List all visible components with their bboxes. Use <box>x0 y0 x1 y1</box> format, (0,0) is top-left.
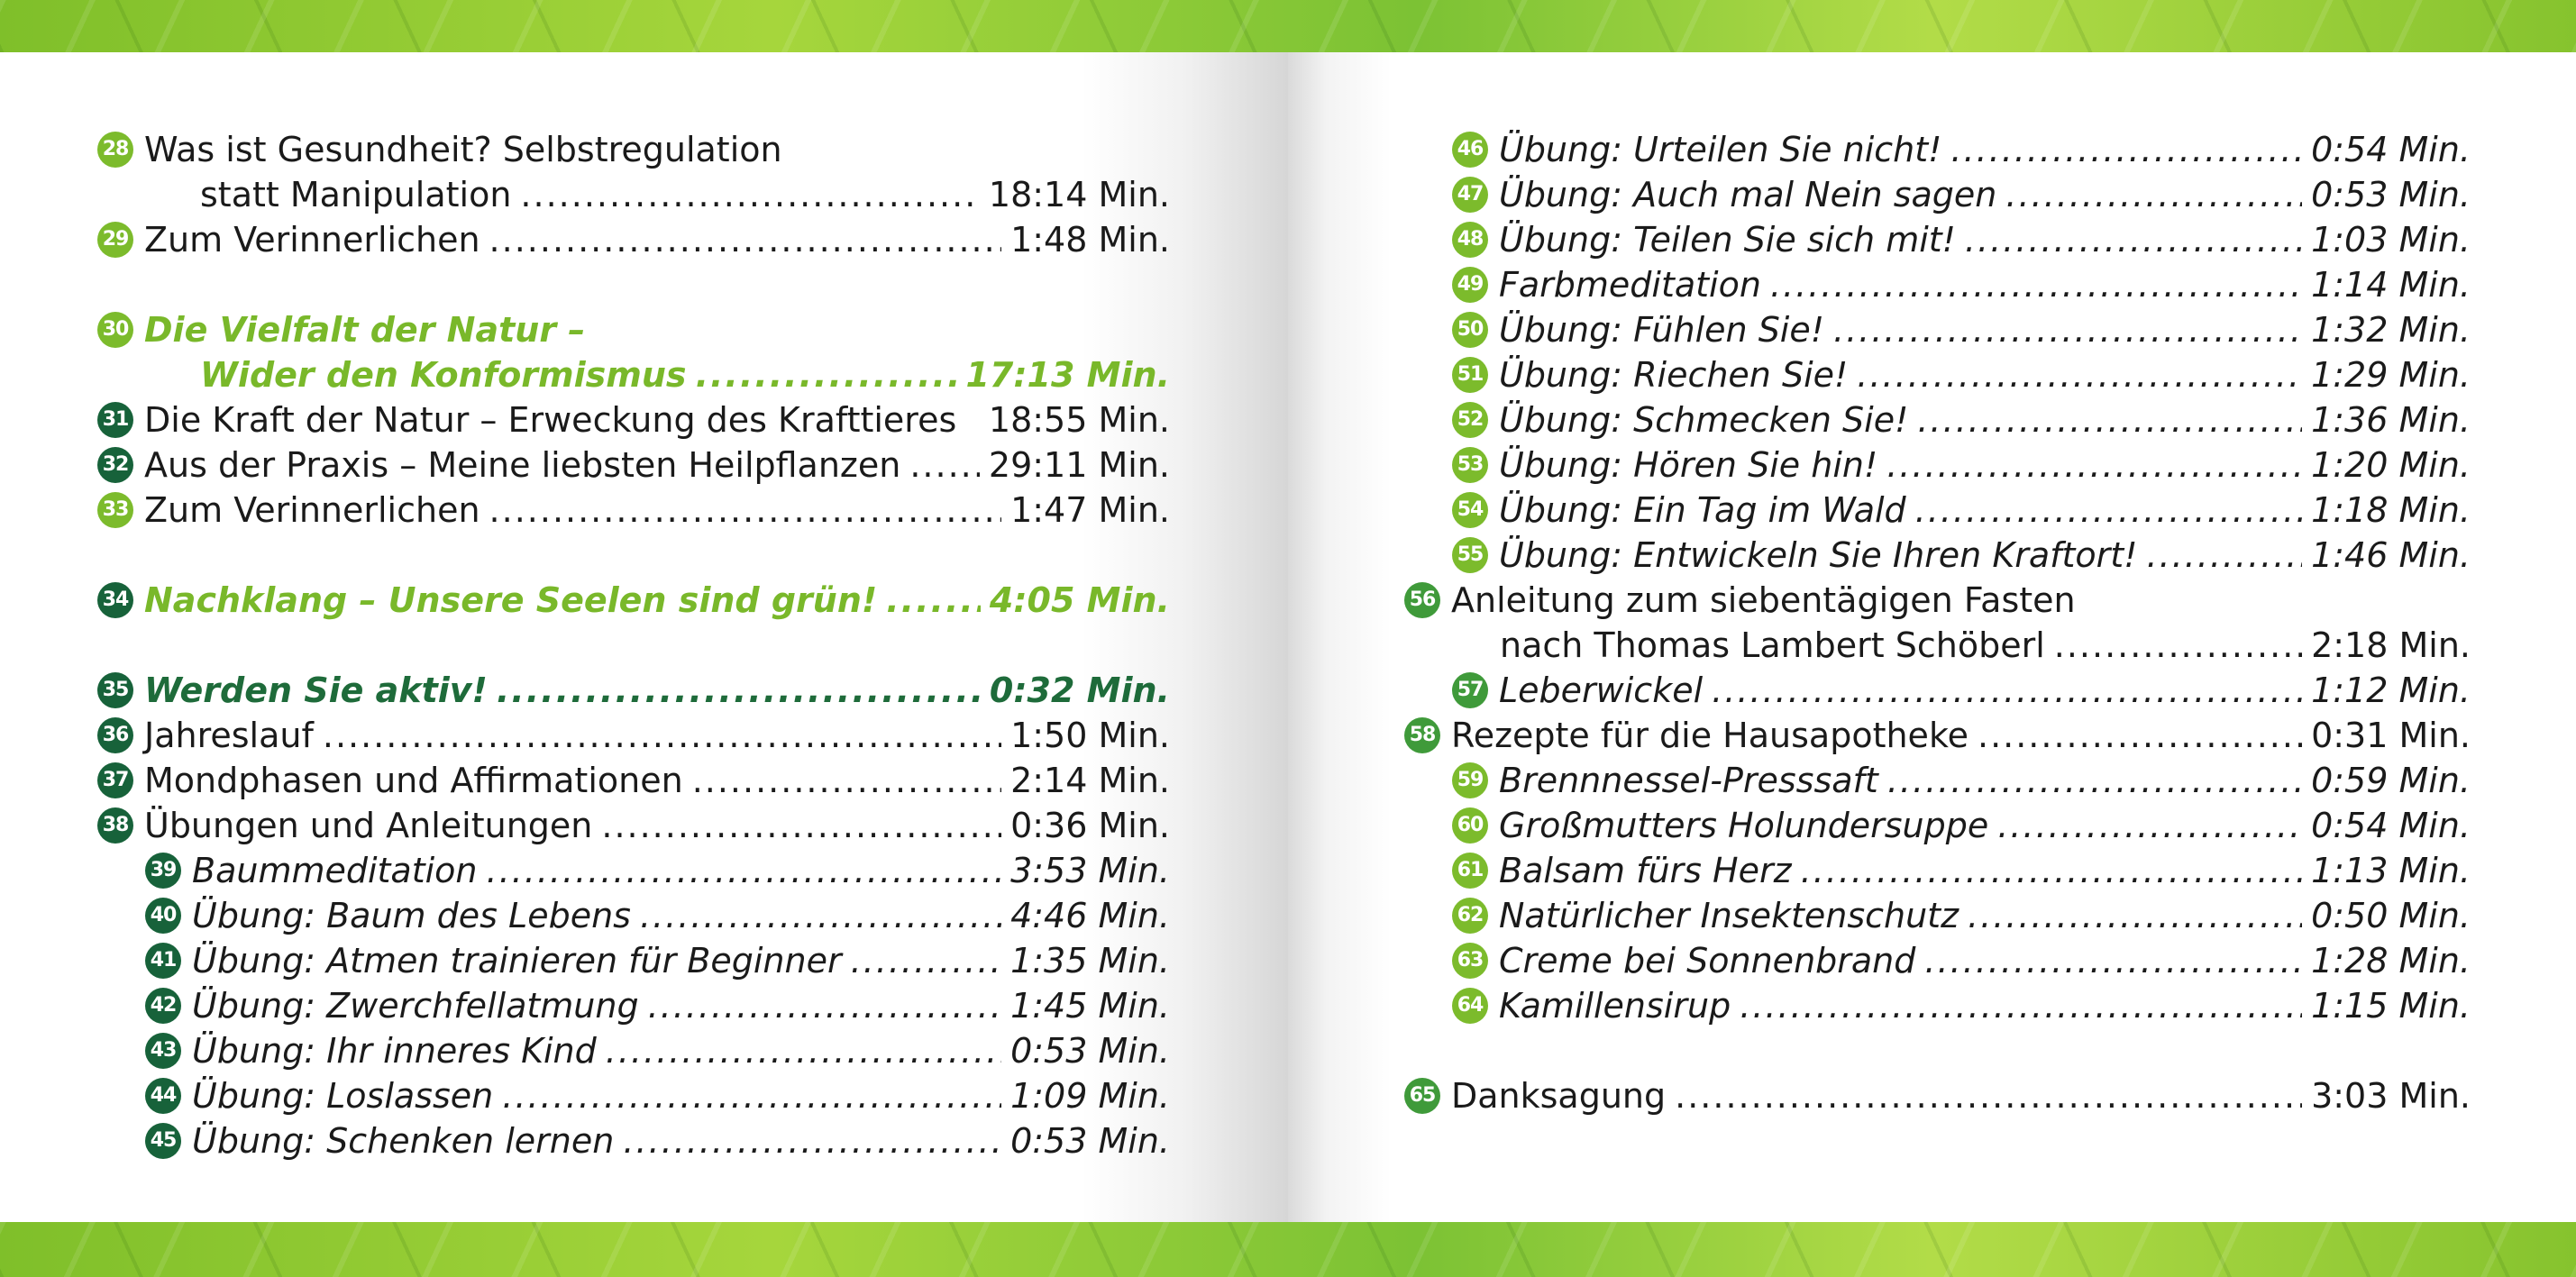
dot-leader <box>886 578 981 623</box>
track-duration: 0:32 Min. <box>989 670 1170 710</box>
dot-leader <box>487 848 1002 893</box>
track-title: Übung: Teilen Sie sich mit! <box>1499 220 1956 260</box>
track-row[interactable] <box>1452 217 2471 262</box>
track-row[interactable] <box>97 803 1170 848</box>
dot-leader <box>2005 172 2302 217</box>
track-row[interactable] <box>1452 848 2471 893</box>
track-row[interactable] <box>145 893 1170 938</box>
dot-leader <box>1740 983 2302 1028</box>
track-number-badge: 39 <box>145 853 181 889</box>
leaf-banner-bottom <box>0 1222 2576 1277</box>
dot-leader <box>1886 442 2302 488</box>
track-title: Anleitung zum siebentägigen Fasten <box>1451 580 2076 620</box>
track-number-badge: 33 <box>97 492 133 528</box>
track-duration: 1:13 Min. <box>2311 851 2471 890</box>
track-row[interactable] <box>200 352 1170 397</box>
track-title: Übung: Fühlen Sie! <box>1499 310 1824 350</box>
dot-leader <box>851 938 1002 983</box>
track-title: Übung: Schmecken Sie! <box>1499 400 1909 440</box>
track-duration: 17:13 Min. <box>965 355 1170 395</box>
dot-leader <box>1950 127 2302 172</box>
dot-leader <box>1968 893 2302 938</box>
dot-leader <box>1997 803 2302 848</box>
track-number-badge: 42 <box>145 988 181 1024</box>
dot-leader <box>497 668 981 713</box>
track-duration: 0:53 Min. <box>1010 1121 1170 1161</box>
track-duration: 1:32 Min. <box>2311 310 2471 350</box>
track-duration: 2:18 Min. <box>2311 625 2471 665</box>
track-duration: 0:59 Min. <box>2311 761 2471 800</box>
dot-leader <box>1833 307 2302 352</box>
track-duration: 1:29 Min. <box>2311 355 2471 395</box>
track-row[interactable] <box>1452 127 2471 172</box>
track-title: Farbmeditation <box>1499 265 1761 305</box>
track-row[interactable] <box>97 488 1170 533</box>
track-title: Zum Verinnerlichen <box>144 220 480 260</box>
track-title: Aus der Praxis – Meine liebsten Heilpflanzen <box>144 445 901 485</box>
track-number-badge: 40 <box>145 898 181 934</box>
track-title: Übung: Auch mal Nein sagen <box>1499 175 1997 214</box>
track-number-badge: 28 <box>97 132 133 168</box>
track-list-left <box>97 127 1170 1161</box>
track-row[interactable] <box>1452 983 2471 1028</box>
track-title: Die Kraft der Natur – Erweckung des Krafttieres <box>144 400 957 440</box>
track-title: Danksagung <box>1451 1076 1667 1116</box>
track-duration: 1:36 Min. <box>2311 400 2471 440</box>
track-title: Übung: Riechen Sie! <box>1499 355 1849 395</box>
dot-leader <box>520 172 979 217</box>
track-number-badge: 38 <box>97 807 133 844</box>
track-duration: 1:48 Min. <box>1010 220 1170 260</box>
dot-leader <box>640 893 1001 938</box>
dot-leader <box>1770 262 2302 307</box>
track-row[interactable] <box>145 1073 1170 1118</box>
track-number-badge: 41 <box>145 943 181 979</box>
track-number-badge: 60 <box>1452 807 1488 844</box>
dot-leader <box>909 442 980 488</box>
track-duration: 1:47 Min. <box>1010 490 1170 530</box>
track-row[interactable] <box>1452 172 2471 217</box>
track-title: Kamillensirup <box>1499 986 1731 1026</box>
track-duration: 1:45 Min. <box>1010 986 1170 1026</box>
track-title: statt Manipulation <box>200 175 512 214</box>
track-row[interactable] <box>1404 1073 2471 1118</box>
track-row[interactable] <box>1452 262 2471 307</box>
track-duration: 0:54 Min. <box>2311 130 2471 169</box>
track-duration: 0:53 Min. <box>1010 1031 1170 1071</box>
track-title: Übung: Urteilen Sie nicht! <box>1499 130 1942 169</box>
track-list-right <box>1404 127 2471 1154</box>
track-row[interactable] <box>1452 307 2471 352</box>
track-number-badge: 45 <box>145 1123 181 1159</box>
track-number-badge: 30 <box>97 312 133 348</box>
track-duration: 1:28 Min. <box>2311 941 2471 981</box>
track-row[interactable] <box>1452 758 2471 803</box>
track-number-badge: 37 <box>97 762 133 798</box>
dot-leader <box>692 758 1001 803</box>
track-number-badge: 58 <box>1404 717 1440 753</box>
track-row[interactable] <box>97 127 1170 172</box>
dot-leader <box>1924 938 2302 983</box>
dot-leader <box>648 983 1002 1028</box>
track-row[interactable] <box>145 983 1170 1028</box>
track-number-badge: 35 <box>97 672 133 708</box>
track-title: Übung: Ein Tag im Wald <box>1499 490 1906 530</box>
track-number-badge: 36 <box>97 717 133 753</box>
dot-leader <box>1712 668 2302 713</box>
track-row[interactable] <box>1404 713 2471 758</box>
dot-leader <box>323 713 1001 758</box>
track-title: Übung: Loslassen <box>192 1076 494 1116</box>
track-title: Leberwickel <box>1499 670 1704 710</box>
dot-leader <box>489 488 1002 533</box>
dot-leader <box>1978 713 2302 758</box>
track-duration: 1:09 Min. <box>1010 1076 1170 1116</box>
track-number-badge: 49 <box>1452 267 1488 303</box>
track-number-badge: 52 <box>1452 402 1488 438</box>
dot-leader <box>601 803 1001 848</box>
leaf-banner-top <box>0 0 2576 52</box>
dot-leader <box>502 1073 1001 1118</box>
track-title: Übungen und Anleitungen <box>144 806 593 845</box>
track-row[interactable] <box>145 1028 1170 1073</box>
track-title: Was ist Gesundheit? Selbstregulation <box>144 130 782 169</box>
track-row[interactable] <box>97 442 1170 488</box>
track-row[interactable] <box>1452 893 2471 938</box>
track-duration: 4:05 Min. <box>989 580 1170 620</box>
track-duration: 0:54 Min. <box>2311 806 2471 845</box>
track-duration: 1:03 Min. <box>2311 220 2471 260</box>
track-duration: 1:14 Min. <box>2311 265 2471 305</box>
track-duration: 18:14 Min. <box>988 175 1170 214</box>
dot-leader <box>1915 488 2302 533</box>
track-number-badge: 32 <box>97 447 133 483</box>
track-duration: 0:53 Min. <box>2311 175 2471 214</box>
track-row[interactable] <box>1452 668 2471 713</box>
track-duration: 1:12 Min. <box>2311 670 2471 710</box>
dot-leader <box>2146 533 2302 578</box>
dot-leader <box>623 1118 1001 1163</box>
dot-leader <box>1857 352 2302 397</box>
track-row[interactable] <box>1452 533 2471 578</box>
track-row[interactable] <box>145 848 1170 893</box>
track-number-badge: 43 <box>145 1033 181 1069</box>
dot-leader <box>1917 397 2302 442</box>
track-number-badge: 59 <box>1452 762 1488 798</box>
track-title: Die Vielfalt der Natur – <box>144 310 586 350</box>
track-duration: 1:35 Min. <box>1010 941 1170 981</box>
track-title: Übung: Atmen trainieren für Beginner <box>192 941 842 981</box>
track-row[interactable] <box>1500 623 2471 668</box>
track-title: Übung: Hören Sie hin! <box>1499 445 1878 485</box>
track-row[interactable] <box>1452 352 2471 397</box>
track-row[interactable] <box>1452 488 2471 533</box>
track-duration: 0:31 Min. <box>2311 716 2471 755</box>
track-row[interactable] <box>145 1118 1170 1163</box>
track-duration: 2:14 Min. <box>1010 761 1170 800</box>
track-row[interactable] <box>1452 397 2471 442</box>
track-number-badge: 50 <box>1452 312 1488 348</box>
track-duration: 0:36 Min. <box>1010 806 1170 845</box>
track-number-badge: 63 <box>1452 943 1488 979</box>
track-title: Übung: Ihr inneres Kind <box>192 1031 597 1071</box>
track-title: Übung: Entwickeln Sie Ihren Kraftort! <box>1499 535 2138 575</box>
track-row[interactable] <box>97 307 1170 352</box>
track-number-badge: 64 <box>1452 988 1488 1024</box>
track-title: nach Thomas Lambert Schöberl <box>1500 625 2045 665</box>
track-duration: 3:53 Min. <box>1010 851 1170 890</box>
track-title: Balsam fürs Herz <box>1499 851 1792 890</box>
track-duration: 0:50 Min. <box>2311 896 2471 935</box>
track-number-badge: 57 <box>1452 672 1488 708</box>
track-number-badge: 56 <box>1404 582 1440 618</box>
track-number-badge: 34 <box>97 582 133 618</box>
track-number-badge: 47 <box>1452 177 1488 213</box>
dot-leader <box>1887 758 2302 803</box>
track-row[interactable] <box>97 578 1170 623</box>
track-row[interactable] <box>97 397 1170 442</box>
track-title: Rezepte für die Hausapotheke <box>1451 716 1969 755</box>
track-number-badge: 61 <box>1452 853 1488 889</box>
track-row[interactable] <box>97 758 1170 803</box>
track-number-badge: 46 <box>1452 132 1488 168</box>
track-number-badge: 55 <box>1452 537 1488 573</box>
track-title: Übung: Baum des Lebens <box>192 896 631 935</box>
track-number-badge: 31 <box>97 402 133 438</box>
track-duration: 3:03 Min. <box>2311 1076 2471 1116</box>
track-title: Zum Verinnerlichen <box>144 490 480 530</box>
track-duration: 1:50 Min. <box>1010 716 1170 755</box>
track-title: Großmutters Holundersuppe <box>1499 806 1989 845</box>
dot-leader <box>696 352 957 397</box>
track-title: Werden Sie aktiv! <box>144 670 488 710</box>
track-title: Creme bei Sonnenbrand <box>1499 941 1916 981</box>
dot-leader <box>1801 848 2303 893</box>
track-row[interactable] <box>97 668 1170 713</box>
track-duration: 4:46 Min. <box>1010 896 1170 935</box>
track-duration: 1:18 Min. <box>2311 490 2471 530</box>
track-number-badge: 51 <box>1452 357 1488 393</box>
track-duration: 1:46 Min. <box>2311 535 2471 575</box>
track-row[interactable] <box>1452 938 2471 983</box>
track-duration: 1:20 Min. <box>2311 445 2471 485</box>
track-row[interactable] <box>1404 578 2471 623</box>
track-duration: 1:15 Min. <box>2311 986 2471 1026</box>
track-number-badge: 65 <box>1404 1078 1440 1114</box>
track-row[interactable] <box>145 938 1170 983</box>
track-row[interactable] <box>200 172 1170 217</box>
track-number-badge: 53 <box>1452 447 1488 483</box>
track-row[interactable] <box>97 713 1170 758</box>
dot-leader <box>489 217 1002 262</box>
track-title: Jahreslauf <box>144 716 314 755</box>
track-row[interactable] <box>97 217 1170 262</box>
track-title: Übung: Schenken lernen <box>192 1121 615 1161</box>
dot-leader <box>606 1028 1001 1073</box>
track-title: Brennnessel-Presssaft <box>1499 761 1878 800</box>
dot-leader <box>1965 217 2302 262</box>
track-number-badge: 44 <box>145 1078 181 1114</box>
dot-leader <box>1675 1073 2302 1118</box>
track-title: Natürlicher Insektenschutz <box>1499 896 1959 935</box>
track-duration: 29:11 Min. <box>988 445 1170 485</box>
track-title: Übung: Zwerchfellatmung <box>192 986 639 1026</box>
track-title: Wider den Konformismus <box>200 355 687 395</box>
track-number-badge: 48 <box>1452 222 1488 258</box>
track-row[interactable] <box>1452 442 2471 488</box>
track-title: Mondphasen und Affirmationen <box>144 761 683 800</box>
track-title: Baummeditation <box>192 851 478 890</box>
track-number-badge: 29 <box>97 222 133 258</box>
track-row[interactable] <box>1452 803 2471 848</box>
track-number-badge: 62 <box>1452 898 1488 934</box>
track-number-badge: 54 <box>1452 492 1488 528</box>
track-title: Nachklang – Unsere Seelen sind grün! <box>144 580 878 620</box>
dot-leader <box>2054 623 2302 668</box>
track-duration: 18:55 Min. <box>988 400 1170 440</box>
